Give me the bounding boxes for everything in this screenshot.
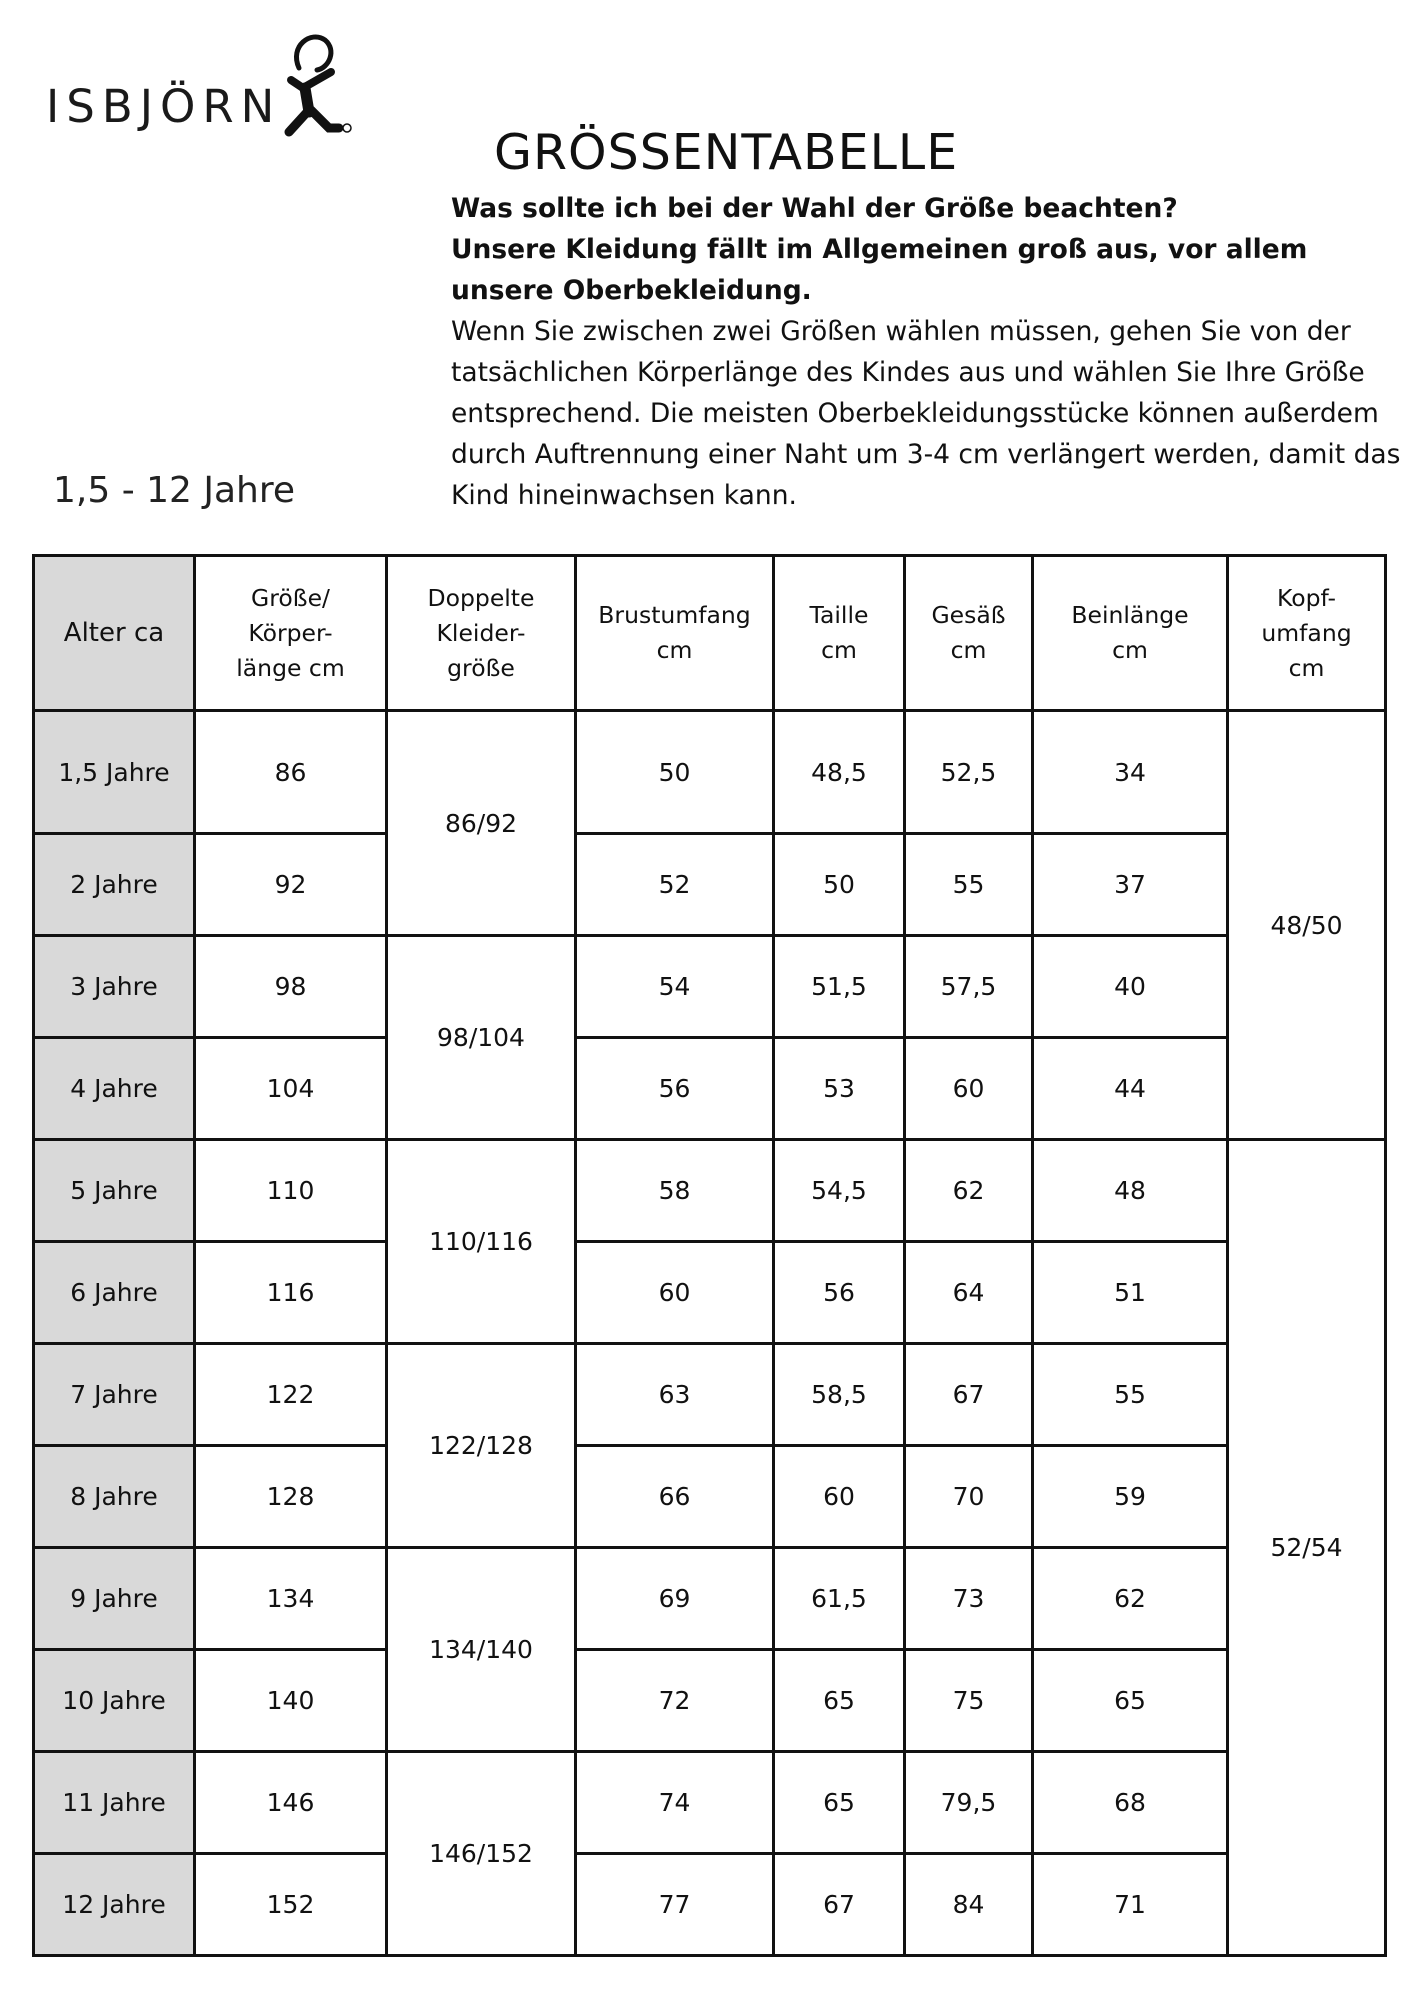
brand-logo	[46, 28, 336, 138]
cell-taille: 48,5	[774, 711, 905, 834]
cell-taille: 60	[774, 1446, 905, 1548]
intro-highlight: Unsere Kleidung fällt im Allgemeinen groß aus, vor allem unsere Oberbekleidung.	[451, 234, 1308, 306]
cell-alter: 3 Jahre	[34, 936, 195, 1038]
cell-brust: 56	[576, 1038, 774, 1140]
cell-bein: 71	[1033, 1854, 1228, 1956]
intro-question: Was sollte ich bei der Wahl der Größe beachten?	[451, 193, 1178, 224]
header-groesse: Größe/ Körper- länge cm	[195, 556, 387, 711]
cell-bein: 59	[1033, 1446, 1228, 1548]
header-taille: Taille cm	[774, 556, 905, 711]
cell-alter: 9 Jahre	[34, 1548, 195, 1650]
cell-groesse: 92	[195, 834, 387, 936]
cell-bein: 44	[1033, 1038, 1228, 1140]
cell-gesaess: 75	[905, 1650, 1033, 1752]
cell-bein: 37	[1033, 834, 1228, 936]
cell-bein: 65	[1033, 1650, 1228, 1752]
cell-groesse: 152	[195, 1854, 387, 1956]
table-row	[34, 1854, 1386, 1956]
cell-kopf: 48/50	[1228, 711, 1386, 1140]
cell-groesse: 116	[195, 1242, 387, 1344]
table-row	[34, 1242, 1386, 1344]
table-row	[34, 1650, 1386, 1752]
cell-groesse: 134	[195, 1548, 387, 1650]
cell-kopf: 52/54	[1228, 1140, 1386, 1956]
cell-brust: 63	[576, 1344, 774, 1446]
cell-bein: 40	[1033, 936, 1228, 1038]
cell-bein: 51	[1033, 1242, 1228, 1344]
cell-taille: 54,5	[774, 1140, 905, 1242]
cell-alter: 11 Jahre	[34, 1752, 195, 1854]
cell-groesse: 146	[195, 1752, 387, 1854]
cell-gesaess: 52,5	[905, 711, 1033, 834]
age-range-label: 1,5 - 12 Jahre	[53, 470, 296, 511]
table-row	[34, 1752, 1386, 1854]
cell-gesaess: 70	[905, 1446, 1033, 1548]
cell-bein: 48	[1033, 1140, 1228, 1242]
cell-groesse: 122	[195, 1344, 387, 1446]
table-row	[34, 1140, 1386, 1242]
header-brust: Brustumfang cm	[576, 556, 774, 711]
header-bein: Beinlänge cm	[1033, 556, 1228, 711]
cell-brust: 54	[576, 936, 774, 1038]
cell-alter: 5 Jahre	[34, 1140, 195, 1242]
cell-taille: 67	[774, 1854, 905, 1956]
page-title: GRÖSSENTABELLE	[494, 124, 959, 181]
cell-bein: 68	[1033, 1752, 1228, 1854]
cell-taille: 50	[774, 834, 905, 936]
cell-groesse: 98	[195, 936, 387, 1038]
table-row	[34, 936, 1386, 1038]
cell-gesaess: 64	[905, 1242, 1033, 1344]
brand-wordmark: ISBJÖRN	[46, 80, 282, 133]
intro-body: Wenn Sie zwischen zwei Größen wählen müssen, gehen Sie von der tatsächlichen Körperlänge des Kindes aus und wählen Sie Ihre Größe entsprechend. Die meisten Oberbekleidungsstücke können außerdem durch Auftrennung einer Naht um 3-4 cm verlängert werden, damit das Kind hineinwachsen kann.	[451, 316, 1401, 511]
cell-gesaess: 73	[905, 1548, 1033, 1650]
cell-groesse: 86	[195, 711, 387, 834]
cell-taille: 65	[774, 1752, 905, 1854]
table-row	[34, 834, 1386, 936]
cell-taille: 51,5	[774, 936, 905, 1038]
header-gesaess: Gesäß cm	[905, 556, 1033, 711]
cell-brust: 77	[576, 1854, 774, 1956]
cell-doppelte: 134/140	[387, 1548, 576, 1752]
cell-groesse: 140	[195, 1650, 387, 1752]
header-kopf: Kopf- umfang cm	[1228, 556, 1386, 711]
cell-taille: 53	[774, 1038, 905, 1140]
cell-gesaess: 79,5	[905, 1752, 1033, 1854]
cell-gesaess: 62	[905, 1140, 1033, 1242]
cell-brust: 58	[576, 1140, 774, 1242]
cell-brust: 52	[576, 834, 774, 936]
cell-alter: 8 Jahre	[34, 1446, 195, 1548]
table-row	[34, 1344, 1386, 1446]
table-row	[34, 1038, 1386, 1140]
cell-gesaess: 55	[905, 834, 1033, 936]
header-alter: Alter ca	[34, 556, 195, 711]
cell-doppelte: 122/128	[387, 1344, 576, 1548]
cell-brust: 66	[576, 1446, 774, 1548]
size-table	[32, 554, 1387, 1957]
intro-text	[451, 188, 1401, 516]
table-row	[34, 1446, 1386, 1548]
cell-gesaess: 67	[905, 1344, 1033, 1446]
cell-brust: 72	[576, 1650, 774, 1752]
cell-gesaess: 57,5	[905, 936, 1033, 1038]
cell-taille: 61,5	[774, 1548, 905, 1650]
cell-groesse: 110	[195, 1140, 387, 1242]
cell-bein: 55	[1033, 1344, 1228, 1446]
cell-bein: 62	[1033, 1548, 1228, 1650]
table-header-row	[34, 556, 1386, 711]
cell-taille: 65	[774, 1650, 905, 1752]
cell-groesse: 104	[195, 1038, 387, 1140]
cell-doppelte: 110/116	[387, 1140, 576, 1344]
cell-taille: 58,5	[774, 1344, 905, 1446]
cell-doppelte: 98/104	[387, 936, 576, 1140]
cell-brust: 50	[576, 711, 774, 834]
cell-alter: 4 Jahre	[34, 1038, 195, 1140]
cell-bein: 34	[1033, 711, 1228, 834]
header-doppelte: Doppelte Kleider- größe	[387, 556, 576, 711]
cell-alter: 12 Jahre	[34, 1854, 195, 1956]
cell-alter: 1,5 Jahre	[34, 711, 195, 834]
cell-doppelte: 86/92	[387, 711, 576, 936]
cell-alter: 2 Jahre	[34, 834, 195, 936]
cell-groesse: 128	[195, 1446, 387, 1548]
cell-alter: 7 Jahre	[34, 1344, 195, 1446]
climber-figure-icon	[259, 28, 369, 138]
cell-brust: 69	[576, 1548, 774, 1650]
table-row	[34, 711, 1386, 834]
table-row	[34, 1548, 1386, 1650]
cell-gesaess: 84	[905, 1854, 1033, 1956]
cell-taille: 56	[774, 1242, 905, 1344]
cell-alter: 10 Jahre	[34, 1650, 195, 1752]
cell-brust: 74	[576, 1752, 774, 1854]
cell-gesaess: 60	[905, 1038, 1033, 1140]
cell-doppelte: 146/152	[387, 1752, 576, 1956]
cell-brust: 60	[576, 1242, 774, 1344]
cell-alter: 6 Jahre	[34, 1242, 195, 1344]
